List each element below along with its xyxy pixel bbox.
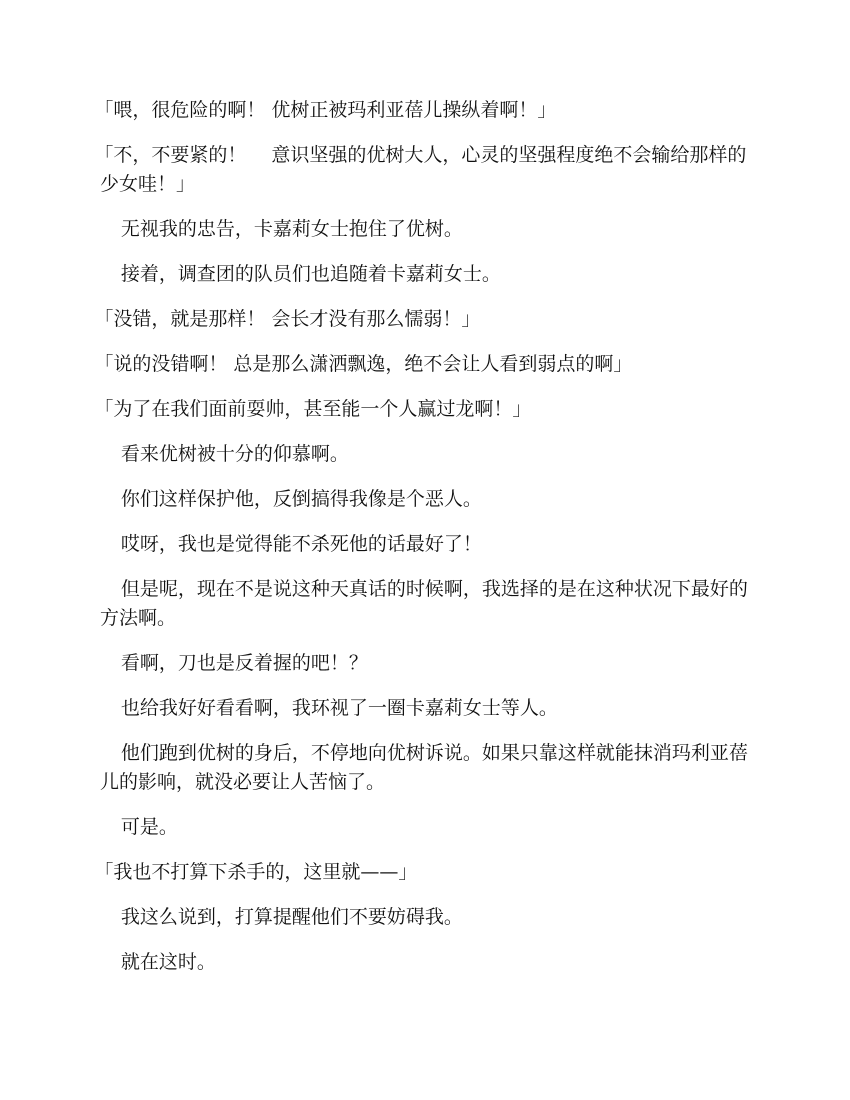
narration-paragraph: 但是呢，现在不是说这种天真话的时候啊，我选择的是在这种状况下最好的方法啊。 [100,578,748,629]
narration-paragraph: 哎呀，我也是觉得能不杀死他的话最好了！ [120,533,482,555]
dialogue-paragraph: 「为了在我们面前耍帅，甚至能一个人赢过龙啊！」 [94,398,532,420]
narration-paragraph: 接着，调查团的队员们也追随着卡嘉莉女士。 [120,263,501,285]
narration-paragraph: 我这么说到，打算提醒他们不要妨碍我。 [120,906,463,928]
narration-paragraph: 也给我好好看看啊，我环视了一圈卡嘉莉女士等人。 [120,697,558,719]
dialogue-paragraph: 「我也不打算下杀手的，这里就——」 [94,861,418,883]
narration-paragraph: 他们跑到优树的身后，不停地向优树诉说。如果只靠这样就能抹消玛利亚蓓儿的影响，就没必要让人苦恼了。 [100,742,748,793]
narration-paragraph: 你们这样保护他，反倒搞得我像是个恶人。 [120,488,482,510]
narration-paragraph: 看啊，刀也是反着握的吧！？ [120,652,368,674]
narration-paragraph: 就在这时。 [120,951,216,973]
dialogue-paragraph: 「不，不要紧的！ 意识坚强的优树大人，心灵的坚强程度绝不会输给那样的少女哇！」 [94,144,747,195]
narration-paragraph: 无视我的忠告，卡嘉莉女士抱住了优树。 [120,218,463,240]
document-page [94,96,750,993]
narration-paragraph: 可是。 [120,816,178,838]
dialogue-paragraph: 「说的没错啊！ 总是那么潇洒飘逸，绝不会让人看到弱点的啊」 [94,353,633,375]
dialogue-paragraph: 「喂，很危险的啊！ 优树正被玛利亚蓓儿操纵着啊！」 [94,99,557,121]
dialogue-paragraph: 「没错，就是那样！ 会长才没有那么懦弱！」 [94,308,481,330]
narration-paragraph: 看来优树被十分的仰慕啊。 [120,443,349,465]
